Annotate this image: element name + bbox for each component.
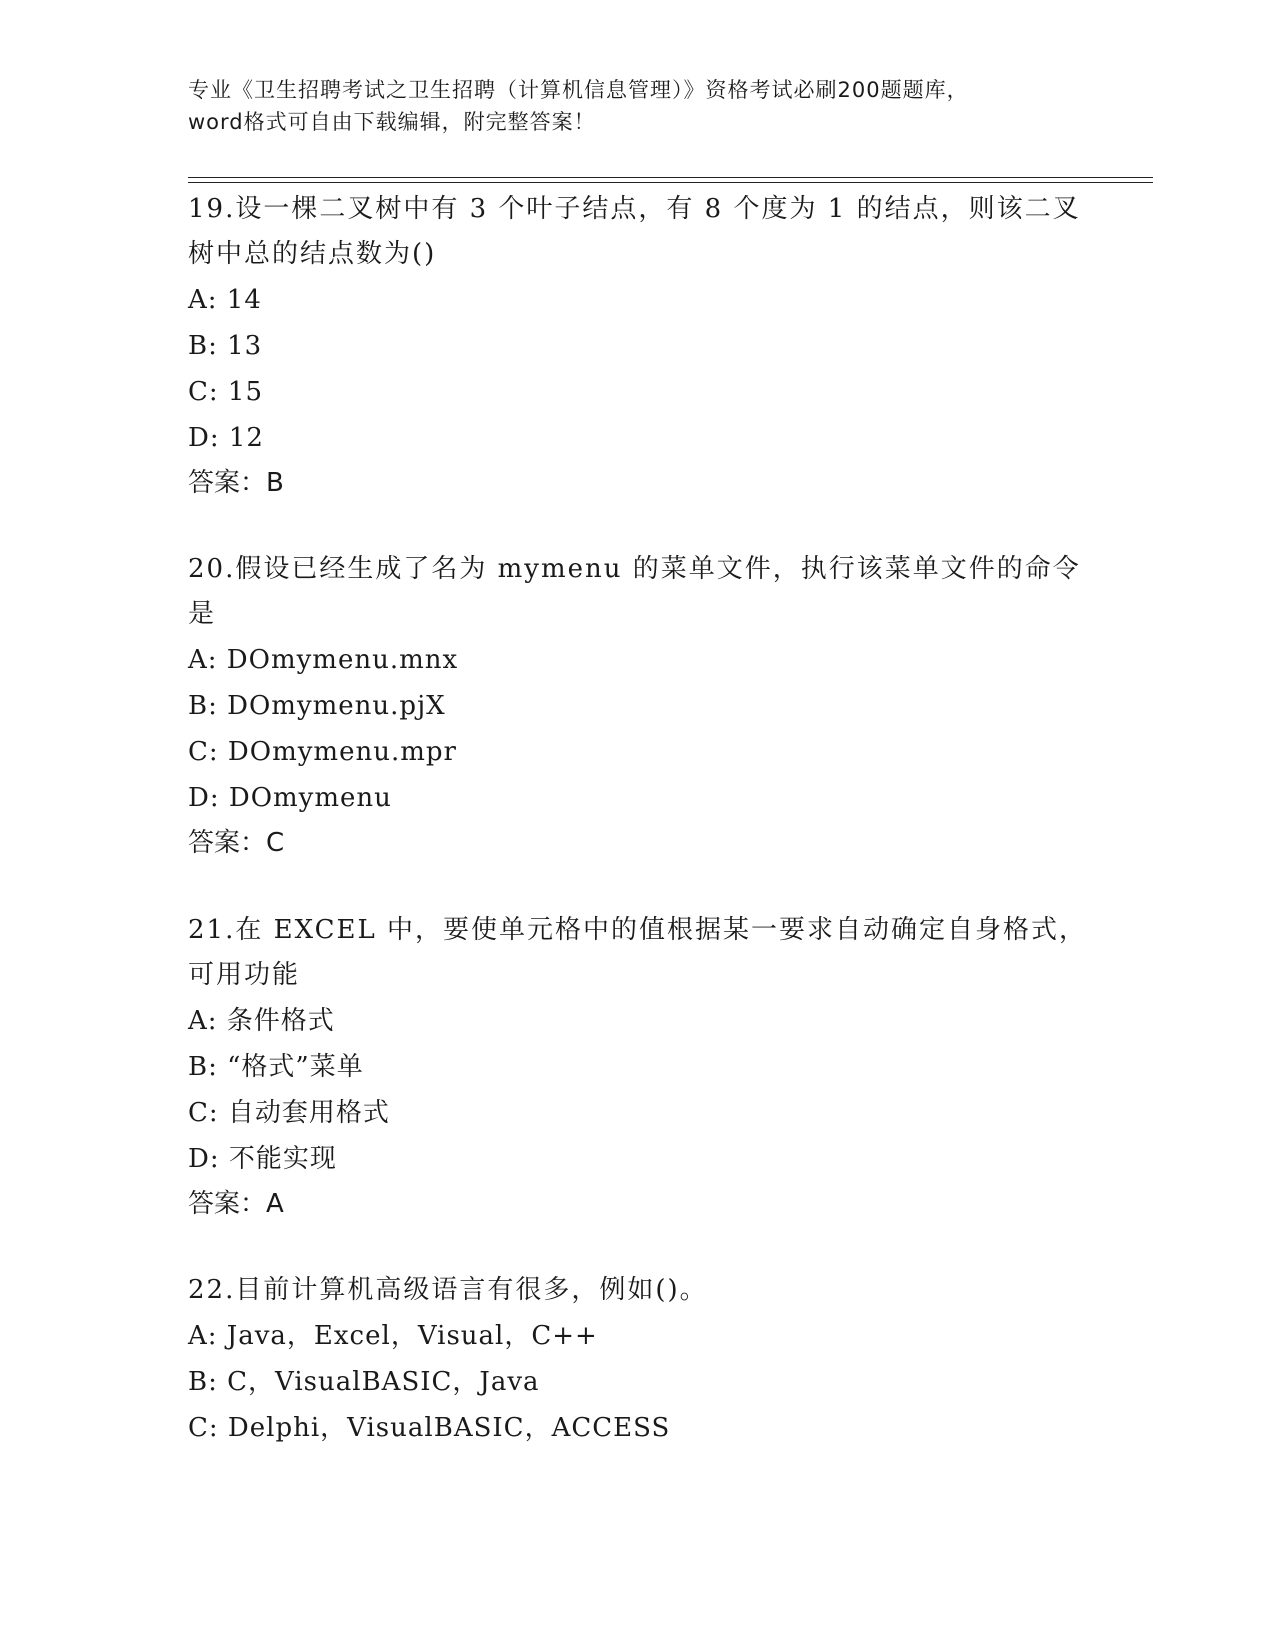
option-b: B: DOmymenu.pjX	[188, 691, 446, 721]
header-divider-top	[188, 177, 1153, 178]
option-a: A: DOmymenu.mnx	[188, 645, 459, 675]
option-c: C: DOmymenu.mpr	[188, 737, 457, 767]
option-c: C: 15	[188, 377, 264, 407]
header-line-1: 专业《卫生招聘考试之卫生招聘（计算机信息管理）》资格考试必刷200题题库，	[188, 78, 969, 102]
document-header	[188, 74, 1088, 138]
header-line-2: word格式可自由下载编辑，附完整答案！	[188, 110, 596, 134]
question-20	[188, 547, 1088, 865]
question-21	[188, 908, 1088, 1226]
option-d: D: 不能实现	[188, 1144, 337, 1174]
option-d: D: 12	[188, 423, 264, 453]
option-d: D: DOmymenu	[188, 783, 392, 813]
option-a: A: 条件格式	[188, 1006, 335, 1036]
question-22	[188, 1268, 1088, 1451]
option-b: B: C，VisualBASIC，Java	[188, 1367, 540, 1397]
option-a: A: Java，Excel，Visual，C++	[188, 1321, 598, 1351]
option-c: C: 自动套用格式	[188, 1098, 390, 1128]
question-text: 20.假设已经生成了名为 mymenu 的菜单文件，执行该菜单文件的命令是	[188, 554, 1081, 629]
answer: 答案：A	[188, 1189, 284, 1219]
question-text: 19.设一棵二叉树中有 3 个叶子结点，有 8 个度为 1 的结点，则该二叉树中总的结点数为()	[188, 194, 1081, 269]
option-a: A: 14	[188, 285, 262, 315]
answer: 答案：C	[188, 828, 285, 858]
header-divider-bottom	[188, 182, 1153, 183]
option-b: B: 13	[188, 331, 263, 361]
answer: 答案：B	[188, 468, 284, 498]
option-c: C: Delphi，VisualBASIC，ACCESS	[188, 1413, 671, 1443]
question-text: 21.在 EXCEL 中，要使单元格中的值根据某一要求自动确定自身格式，可用功能	[188, 915, 1088, 990]
option-b: B: “格式”菜单	[188, 1052, 364, 1082]
question-19	[188, 187, 1088, 505]
question-text: 22.目前计算机高级语言有很多，例如()。	[188, 1275, 708, 1305]
